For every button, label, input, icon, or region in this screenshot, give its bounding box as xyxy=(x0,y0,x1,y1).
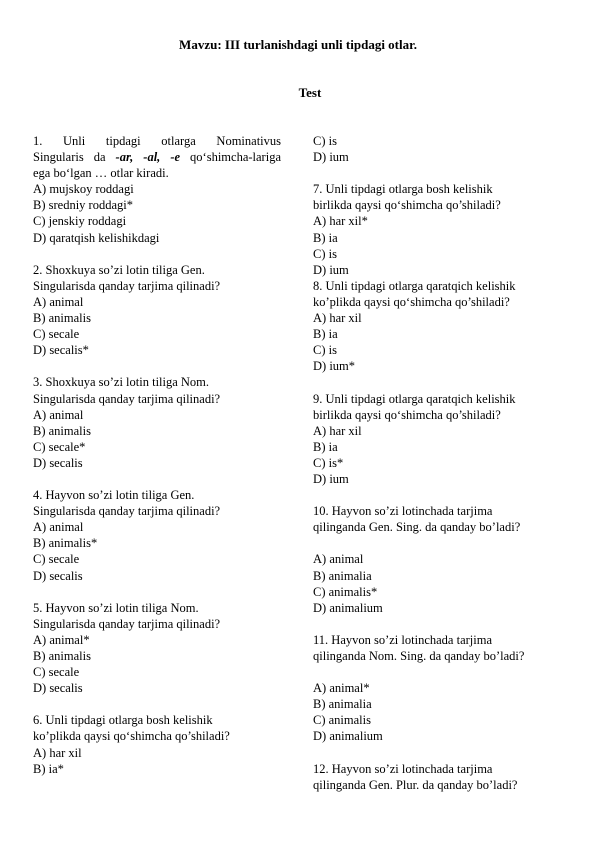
q9-option-d: D) ium xyxy=(313,471,349,486)
q10-option-c: C) animalis* xyxy=(313,584,378,599)
q11-option-b: B) animalia xyxy=(313,697,372,712)
question-1-line-2: Singularis da -ar, -al, -e qo‘shimcha-lariga xyxy=(33,150,281,165)
question-1 xyxy=(33,133,281,181)
question-8-line-2: ko’plikda qaysi qo‘shimcha qo’shiladi? xyxy=(313,294,510,309)
question-3-line-1: 3. Shoxkuya so’zi lotin tiliga Nom. xyxy=(33,375,210,390)
q2-option-d: D) secalis* xyxy=(33,343,89,358)
q9-option-c: C) is* xyxy=(313,455,344,470)
question-7-line-2: birlikda qaysi qo‘shimcha qo’shiladi? xyxy=(313,198,501,213)
q8-option-d: D) ium* xyxy=(313,359,356,374)
question-7-line-1: 7. Unli tipdagi otlarga bosh kelishik xyxy=(313,182,493,197)
q4-option-c: C) secale xyxy=(33,552,80,567)
question-1-line-3: ega bo‘lgan … otlar kiradi. xyxy=(33,166,169,181)
q10-option-b: B) animalia xyxy=(313,568,372,583)
question-10-line-2: qilinganda Gen. Sing. da qanday bo’ladi? xyxy=(313,520,521,535)
question-3-line-2: Singularisda qanday tarjima qilinadi? xyxy=(33,391,221,406)
right-column xyxy=(313,133,565,793)
q2-option-b: B) animalis xyxy=(33,311,91,326)
question-10-line-1: 10. Hayvon so’zi lotinchada tarjima xyxy=(313,504,493,519)
q10-option-a: A) animal xyxy=(313,552,364,567)
question-4-line-2: Singularisda qanday tarjima qilinadi? xyxy=(33,504,221,519)
q6-option-a: A) har xil xyxy=(33,745,82,760)
q1-option-a: A) mujskoy roddagi xyxy=(33,182,134,197)
q5-option-b: B) animalis xyxy=(33,649,91,663)
question-6-line-2: ko’plikda qaysi qo‘shimcha qo’shiladi? xyxy=(33,729,230,744)
q7-option-b: B) ia xyxy=(313,230,338,245)
left-column xyxy=(33,133,281,777)
question-4-line-1: 4. Hayvon so’zi lotin tiliga Gen. xyxy=(33,488,195,503)
q4-option-d: D) secalis xyxy=(33,568,83,583)
q3-option-b: B) animalis xyxy=(33,423,91,438)
test-heading: Test xyxy=(298,85,322,100)
q2-option-a: A) animal xyxy=(33,294,84,309)
q3-option-a: A) animal xyxy=(33,407,84,422)
q7-option-c: C) is xyxy=(313,246,337,261)
q11-option-d: D) animalium xyxy=(313,729,383,744)
question-9-line-2: birlikda qaysi qo‘shimcha qo’shiladi? xyxy=(313,407,501,422)
q8-option-a: A) har xil xyxy=(313,311,362,326)
q7-option-a: A) har xil* xyxy=(313,214,368,229)
q3-option-d: D) secalis xyxy=(33,455,83,470)
question-12-line-2: qilinganda Gen. Plur. da qanday bo’ladi? xyxy=(313,777,518,792)
q2-option-c: C) secale xyxy=(33,327,80,342)
q5-option-d: D) secalis xyxy=(33,681,83,696)
question-6-line-1: 6. Unli tipdagi otlarga bosh kelishik xyxy=(33,713,213,728)
q10-option-d: D) animalium xyxy=(313,600,383,615)
q11-option-c: C) animalis xyxy=(313,713,371,728)
q8-option-c: C) is xyxy=(313,343,337,358)
page-title: Mavzu: III turlanishdagi unli tipdagi otlar. xyxy=(179,37,417,52)
q6-option-c: C) is xyxy=(313,134,337,148)
q4-option-a: A) animal xyxy=(33,520,84,535)
question-1-line-1: 1. Unli tipdagi otlarga Nominativus xyxy=(33,134,281,148)
q5-option-a: A) animal* xyxy=(33,632,90,647)
question-5-line-1: 5. Hayvon so’zi lotin tiliga Nom. xyxy=(33,600,199,615)
q6-option-b: B) ia* xyxy=(33,761,64,776)
question-5-line-2: Singularisda qanday tarjima qilinadi? xyxy=(33,616,221,631)
q8-option-b: B) ia xyxy=(313,327,338,342)
q3-option-c: C) secale* xyxy=(33,439,86,454)
question-2-line-1: 2. Shoxkuya so’zi lotin tiliga Gen. xyxy=(33,262,205,277)
question-2-line-2: Singularisda qanday tarjima qilinadi? xyxy=(33,278,221,293)
q4-option-b: B) animalis* xyxy=(33,536,98,551)
q9-option-a: A) har xil xyxy=(313,423,362,438)
question-12-line-1: 12. Hayvon so’zi lotinchada tarjima xyxy=(313,761,493,776)
q1-option-b: B) sredniy roddagi* xyxy=(33,198,133,213)
question-11-line-2: qilinganda Nom. Sing. da qanday bo’ladi? xyxy=(313,649,525,663)
q6-option-d: D) ium xyxy=(313,150,349,165)
question-11-line-1: 11. Hayvon so’zi lotinchada tarjima xyxy=(313,632,492,647)
q5-option-c: C) secale xyxy=(33,665,80,680)
q11-option-a: A) animal* xyxy=(313,681,370,696)
suffix-text: -ar, -al, -e xyxy=(115,150,181,165)
question-9-line-1: 9. Unli tipdagi otlarga qaratqich kelishik xyxy=(313,391,516,406)
q1-option-c: C) jenskiy roddagi xyxy=(33,214,127,229)
q9-option-b: B) ia xyxy=(313,439,338,454)
q1-option-d: D) qaratqish kelishikdagi xyxy=(33,230,160,245)
question-8-line-1: 8. Unli tipdagi otlarga qaratqich kelishik xyxy=(313,278,516,293)
q7-option-d: D) ium xyxy=(313,262,349,277)
